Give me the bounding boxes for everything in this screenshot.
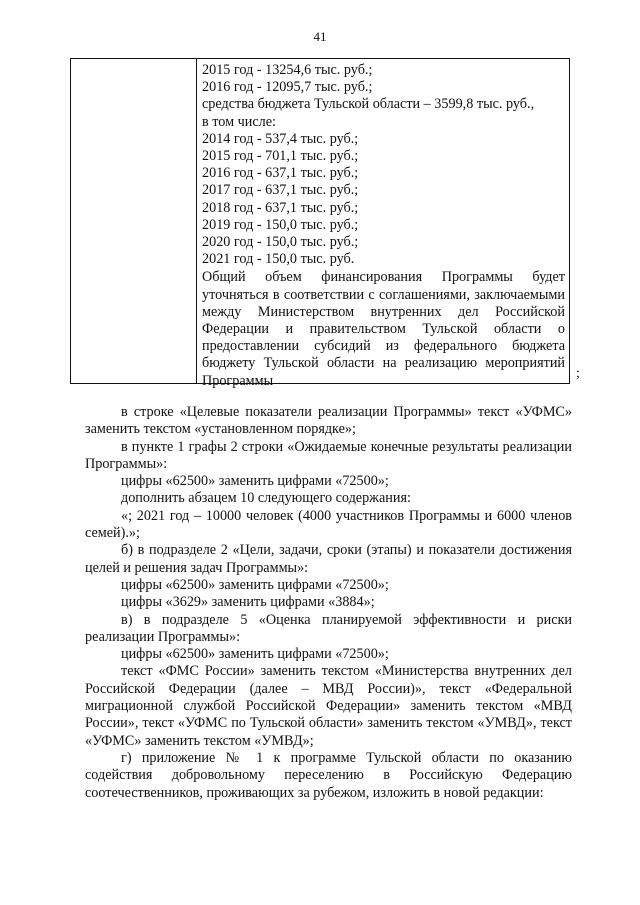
table-line: в том числе: bbox=[202, 113, 276, 130]
paragraph: б) в подразделе 2 «Цели, задачи, сроки (этапы) и показатели достижения целей и решения задач Программы»: bbox=[85, 542, 572, 576]
page-number: 41 bbox=[313, 29, 327, 44]
paragraph: текст «ФМС России» заменить текстом «Министерства внутренних дел Российской Федерации (далее – МВД России)», текст «Федеральной миграционной службой Российской Федерации» заменить текстом «МВД России», текст «УФМС по Тульской области» заменить текстом «УМВД», текст «УФМС» заменить текстом «УМВД»; bbox=[85, 663, 572, 749]
table-line: 2019 год - 150,0 тыс. руб.; bbox=[202, 216, 359, 233]
table-line: 2017 год - 637,1 тыс. руб.; bbox=[202, 182, 359, 199]
financing-table bbox=[70, 58, 570, 389]
paragraph: цифры «62500» заменить цифрами «72500»; bbox=[121, 473, 389, 490]
paragraph: цифры «3629» заменить цифрами «3884»; bbox=[121, 594, 375, 611]
table-line: 2020 год - 150,0 тыс. руб.; bbox=[202, 234, 359, 251]
table-left-column bbox=[71, 59, 197, 383]
paragraph: цифры «62500» заменить цифрами «72500»; bbox=[121, 576, 389, 593]
paragraph: «; 2021 год – 10000 человек (4000 участников Программы и 6000 членов семей).»; bbox=[85, 507, 572, 542]
table-line: 2015 год - 13254,6 тыс. руб.; bbox=[202, 62, 373, 78]
document-body bbox=[85, 404, 572, 802]
paragraph: дополнить абзацем 10 следующего содержания: bbox=[121, 490, 411, 507]
table-line: 2016 год - 637,1 тыс. руб.; bbox=[202, 165, 359, 182]
paragraph: г) приложение № 1 к программе Тульской области по оказанию содействия добровольному переселению в Российскую Федерацию соотечественников, проживающих за рубежом, изложить в новой редакции: bbox=[85, 749, 572, 801]
table-line: 2021 год - 150,0 тыс. руб. bbox=[202, 251, 355, 268]
table-line: 2018 год - 637,1 тыс. руб.; bbox=[202, 199, 359, 216]
paragraph: в) в подразделе 5 «Оценка планируемой эффективности и риски реализации Программы»: bbox=[85, 611, 572, 645]
financing-note: Общий объем финансирования Программы будет уточняться в соответствии с соглашениями, заключаемыми между Министерством внутренних дел Российской Федерации и правительством Тульской области о предоставлении субсидий из федерального бюджета бюджету Тульской области на реализацию мероприятий Программы bbox=[202, 269, 565, 389]
table-line: средства бюджета Тульской области – 3599,8 тыс. руб., bbox=[202, 96, 535, 113]
paragraph: в строке «Целевые показатели реализации Программы» текст «УФМС» заменить текстом «установленном порядке»; bbox=[85, 404, 572, 438]
table-trailing-semicolon: ; bbox=[576, 366, 580, 381]
paragraph: цифры «62500» заменить цифрами «72500»; bbox=[121, 646, 389, 663]
table-line: 2016 год - 12095,7 тыс. руб.; bbox=[202, 79, 373, 96]
table-right-column bbox=[197, 59, 569, 389]
table-line: 2014 год - 537,4 тыс. руб.; bbox=[202, 130, 359, 147]
table-line: 2015 год - 701,1 тыс. руб.; bbox=[202, 148, 359, 165]
paragraph: в пункте 1 графы 2 строки «Ожидаемые конечные результаты реализации Программы»: bbox=[85, 438, 572, 472]
